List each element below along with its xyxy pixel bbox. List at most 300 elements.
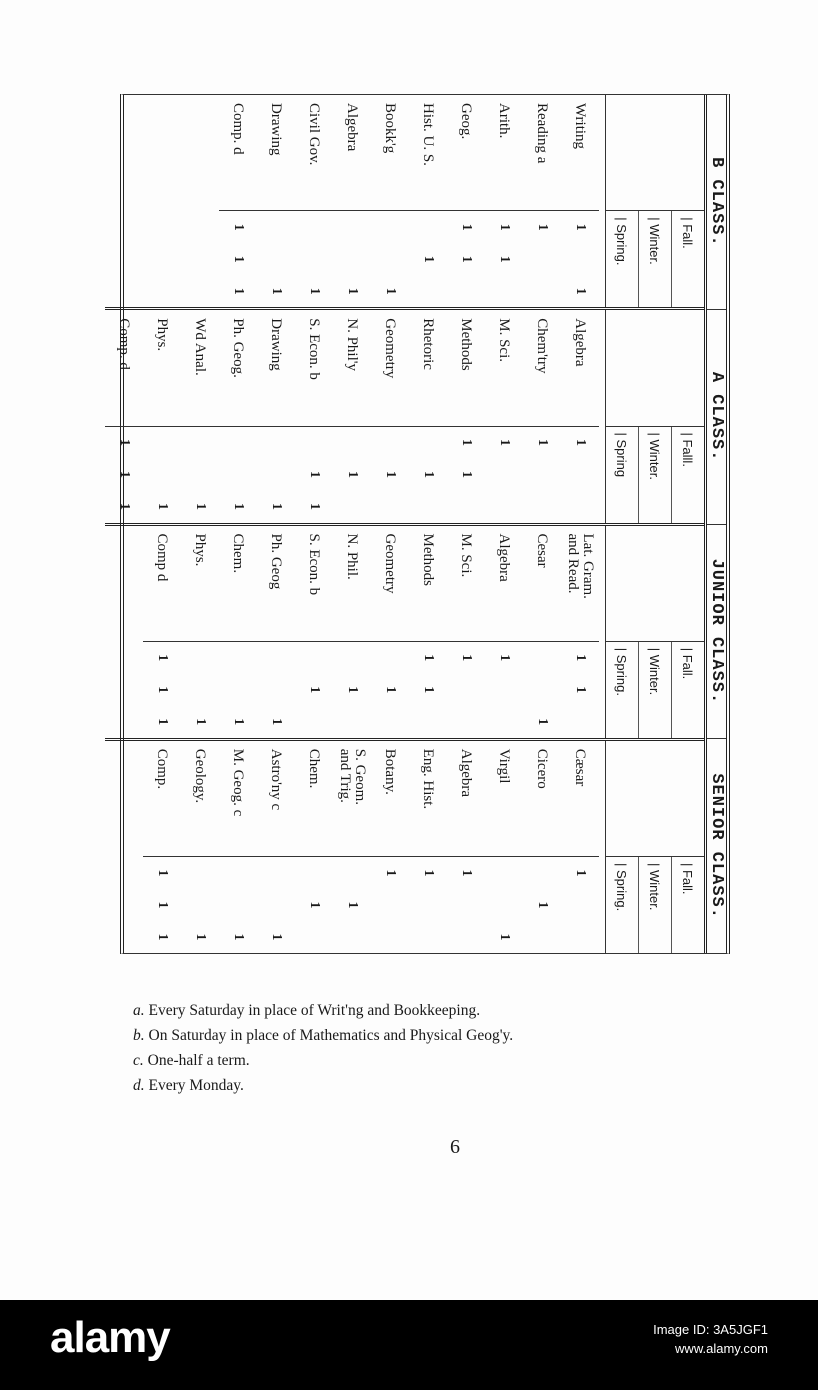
term-mark [409,921,447,953]
term-mark [257,889,295,921]
term-mark [333,243,371,275]
subject-name: Comp. d [105,310,143,426]
term-mark [295,642,333,674]
subject-row [485,526,523,738]
term-mark [219,459,257,491]
term-mark: 1 [383,686,398,694]
term-marks [257,427,295,523]
subject-row [371,310,409,522]
term-mark [523,857,561,889]
table-frame [116,94,730,954]
subject-name: Geometry [371,310,409,426]
term-mark: 1 [307,503,322,510]
subject-row [409,95,447,307]
subject-row [333,741,371,953]
subject-row [371,95,409,307]
subject-row [485,741,523,953]
term-mark [333,857,371,889]
subject-name: Wd Anal. [181,310,219,426]
footnotes [133,998,773,1098]
term-mark: 1 [573,686,588,694]
subject-name: Geometry [371,526,409,642]
footnote-text: Every Monday. [148,1077,244,1094]
subject-name: Cicero [523,741,561,857]
term-header: | Spring. [614,863,630,912]
header-junior-class: JUNIOR CLASS. [707,525,726,740]
term-marks [371,642,409,738]
term-mark: 1 [497,255,512,263]
subject-row [181,526,219,738]
term-mark [561,243,599,275]
subject-row [333,310,371,522]
term-marks [257,642,295,738]
subject-row [561,310,599,522]
subject-row [447,741,485,953]
term-mark [409,427,447,459]
term-mark [523,243,561,275]
subject-name: Drawing [257,95,295,211]
subject-row [333,526,371,738]
subject-name: S. Econ. b [295,310,333,426]
term-marks [143,857,181,953]
term-marks [143,427,181,523]
term-mark: 1 [193,718,208,726]
term-mark [219,889,257,921]
subject-name: Ph. Geog. [219,310,257,426]
term-mark [409,706,447,738]
term-mark [219,674,257,706]
term-mark: 1 [269,503,284,510]
term-mark [485,857,523,889]
term-marks [295,857,333,953]
term-mark: 1 [497,439,512,446]
term-mark [485,889,523,921]
term-marks [409,427,447,523]
term-header: | Fall. [671,211,704,307]
subject-name: Geog. [447,95,485,211]
subject-list [105,310,605,522]
term-mark: 1 [345,287,360,295]
subject-row [447,526,485,738]
subject-list [105,95,605,307]
subject-name: Astro'ny c [257,741,295,857]
term-mark: 1 [155,869,170,877]
term-mark [371,706,409,738]
subject-name: Phys. [143,310,181,426]
term-marks [485,642,523,738]
term-mark: 1 [459,869,474,877]
subject-row [143,526,181,738]
term-mark [371,491,409,523]
subject-name: Comp d [143,526,181,642]
subject-row [561,95,599,307]
subject-name: Comp. [143,741,181,857]
term-marks [333,857,371,953]
term-mark: 1 [421,869,436,877]
term-mark: 1 [459,654,474,662]
term-mark [409,211,447,243]
term-mark [257,211,295,243]
term-mark [333,706,371,738]
term-marks [333,427,371,523]
term-mark: 1 [231,503,246,510]
term-mark: 1 [345,471,360,478]
term-header: | Winter. [638,211,671,307]
term-marks [523,427,561,523]
term-mark [257,427,295,459]
term-mark: 1 [117,439,132,446]
term-mark: 1 [269,287,284,295]
term-header-row [605,95,704,307]
subject-row [371,526,409,738]
subject-row [371,741,409,953]
subject-name: Botany. [371,741,409,857]
subject-row [143,741,181,953]
term-headers [606,642,704,738]
term-marks [257,211,295,307]
subject-name: M. Geog. c [219,741,257,857]
footnote-text: Every Saturday in place of Writ'ng and Bookkeeping. [148,1002,481,1019]
term-mark [371,427,409,459]
term-mark [523,921,561,953]
footnote-text: One-half a term. [147,1052,250,1069]
term-mark [447,921,485,953]
subject-name: M. Sci. [447,526,485,642]
term-mark: 1 [345,901,360,909]
footnote-letter: c. [133,1052,144,1069]
term-marks [409,857,447,953]
term-mark [295,857,333,889]
term-mark: 1 [155,901,170,909]
subject-row [447,310,485,522]
term-mark [333,427,371,459]
subject-row [409,310,447,522]
term-mark [409,889,447,921]
term-mark: 1 [269,718,284,726]
term-mark [257,243,295,275]
footnote-letter: b. [133,1027,145,1044]
term-marks [295,642,333,738]
term-header: | Falll. [671,427,704,523]
term-mark: 1 [421,255,436,263]
subject-row [333,95,371,307]
term-mark [561,491,599,523]
term-mark [143,427,181,459]
term-mark: 1 [117,503,132,510]
subject-row [143,310,181,522]
term-mark [143,459,181,491]
term-mark [333,491,371,523]
term-mark: 1 [307,686,322,694]
term-mark [561,459,599,491]
subject-name: Algebra [447,741,485,857]
term-header-row [605,310,704,522]
term-mark: 1 [497,223,512,231]
term-marks [219,211,257,307]
term-mark: 1 [573,223,588,231]
term-mark [219,857,257,889]
term-marks [219,427,257,523]
subject-row [181,310,219,522]
term-mark: 1 [421,471,436,478]
term-marks [485,211,523,307]
term-mark: 1 [231,255,246,263]
term-mark: 1 [231,718,246,726]
term-mark: 1 [535,901,550,909]
term-marks [295,211,333,307]
term-mark: 1 [307,471,322,478]
term-header: | Fall. [671,857,704,953]
term-mark [371,921,409,953]
term-marks [181,857,219,953]
subject-name: Phys. [181,526,219,642]
term-marks [143,642,181,738]
term-mark [485,275,523,307]
term-mark [523,459,561,491]
term-mark [447,706,485,738]
footnote-text: On Saturday in place of Mathematics and Physical Geog'y. [148,1027,514,1044]
image-id-block [653,1322,768,1356]
subject-name: M. Sci. [485,310,523,426]
term-header: | Spring. [614,217,630,266]
term-mark [371,642,409,674]
subject-name: Methods [409,526,447,642]
footnote-a [133,998,773,1023]
subject-name: Virgil [485,741,523,857]
term-mark: 1 [269,933,284,941]
term-mark: 1 [573,287,588,295]
subject-row [219,310,257,522]
subject-name: Arith. [485,95,523,211]
subject-name: Lat. Gram. and Read. [561,526,599,642]
subject-name: Ph. Geog [257,526,295,642]
subject-name: Drawing [257,310,295,426]
term-mark [409,275,447,307]
term-mark: 1 [383,471,398,478]
term-mark: 1 [155,933,170,941]
term-mark [257,459,295,491]
term-mark [523,491,561,523]
term-mark [523,642,561,674]
subject-row [295,526,333,738]
footnote-letter: a. [133,1002,145,1019]
term-headers [606,211,704,307]
term-header: | Fall. [671,642,704,738]
term-mark [523,674,561,706]
term-mark [295,706,333,738]
term-marks [485,427,523,523]
term-mark: 1 [421,686,436,694]
term-mark: 1 [459,439,474,446]
term-mark [257,674,295,706]
footnote-letter: d. [133,1077,145,1094]
term-mark [181,642,219,674]
term-mark [295,211,333,243]
term-mark: 1 [421,654,436,662]
term-mark: 1 [345,686,360,694]
term-mark: 1 [155,503,170,510]
term-marks [561,857,599,953]
subject-name: Algebra [485,526,523,642]
class-block [105,95,704,310]
term-mark [371,889,409,921]
footnote-b [133,1023,773,1048]
term-mark [295,921,333,953]
term-marks [219,642,257,738]
class-block [105,526,704,741]
term-marks [295,427,333,523]
term-mark: 1 [497,654,512,662]
term-header: | Spring [614,432,630,478]
term-mark: 1 [231,933,246,941]
term-marks [447,211,485,307]
subject-row [257,95,295,307]
footnote-c [133,1048,773,1073]
subject-name: Cesar [523,526,561,642]
term-mark [447,491,485,523]
term-marks [523,857,561,953]
term-mark [409,491,447,523]
term-marks [561,211,599,307]
subject-name: Writing [561,95,599,211]
term-marks [181,642,219,738]
term-mark: 1 [231,223,246,231]
term-mark: 1 [573,869,588,877]
subject-row [485,310,523,522]
term-mark [181,889,219,921]
term-mark: 1 [307,287,322,295]
term-mark [295,427,333,459]
term-header: | Spring. [614,647,630,696]
subject-name: Geology. [181,741,219,857]
image-id: Image ID: 3A5JGF1 [653,1322,768,1337]
term-mark [485,459,523,491]
subject-name: Methods [447,310,485,426]
subject-name: Bookk'g [371,95,409,211]
term-mark [181,857,219,889]
term-mark: 1 [459,223,474,231]
term-mark [257,857,295,889]
subject-header-blank [606,310,704,426]
term-mark [219,642,257,674]
term-marks [257,857,295,953]
subject-name: S. Geom. and Trig. [333,741,371,857]
subject-row [409,526,447,738]
subject-name: Reading a [523,95,561,211]
term-marks [181,427,219,523]
term-marks [105,427,143,523]
subject-row [295,741,333,953]
class-block [105,741,704,953]
subject-name: Chem. [295,741,333,857]
term-header-row [605,741,704,953]
subject-row [523,310,561,522]
term-mark: 1 [193,503,208,510]
header-senior-class: SENIOR CLASS. [707,773,726,919]
subject-name: Rhetoric [409,310,447,426]
term-marks [485,857,523,953]
subject-row [561,526,599,738]
term-mark [371,243,409,275]
term-header: | Winter. [638,642,671,738]
term-mark: 1 [573,654,588,662]
term-mark: 1 [231,287,246,295]
term-mark [561,706,599,738]
term-mark [181,427,219,459]
term-mark: 1 [155,654,170,662]
term-mark: 1 [535,439,550,446]
term-marks [333,211,371,307]
term-mark: 1 [193,933,208,941]
subject-name: Algebra [333,95,371,211]
subject-row [523,95,561,307]
term-marks [371,211,409,307]
subject-header-blank [606,741,704,857]
subject-name: Chem'try [523,310,561,426]
term-mark [371,211,409,243]
subject-row [561,741,599,953]
curriculum-table [116,94,730,954]
subject-list [105,741,605,953]
subject-row [105,310,143,522]
term-mark: 1 [383,869,398,877]
subject-name: N. Phil. [333,526,371,642]
term-mark [485,706,523,738]
subject-row [257,526,295,738]
term-marks [371,857,409,953]
term-header: | Winter. [638,857,671,953]
term-mark [257,642,295,674]
term-marks [523,211,561,307]
term-mark [333,211,371,243]
term-marks [447,427,485,523]
subject-row [219,95,257,307]
term-marks [409,642,447,738]
term-mark [485,491,523,523]
class-header-row [704,95,726,953]
subject-name: Hist. U. S. [409,95,447,211]
term-mark: 1 [383,287,398,295]
subject-list [105,526,605,738]
term-marks [561,642,599,738]
term-mark [295,243,333,275]
header-a-class: A CLASS. [707,310,726,525]
term-marks [447,857,485,953]
subject-name: Algebra [561,310,599,426]
subject-name: N. Phil'y [333,310,371,426]
site-url: www.alamy.com [675,1341,768,1356]
term-mark [485,674,523,706]
class-block [105,310,704,525]
term-mark [561,921,599,953]
term-marks [219,857,257,953]
term-mark: 1 [535,718,550,726]
term-headers [606,427,704,523]
subject-row [523,741,561,953]
subject-name: Comp. d [219,95,257,211]
term-marks [409,211,447,307]
term-marks [371,427,409,523]
term-header-row [605,526,704,738]
subject-row [485,95,523,307]
subject-row [181,741,219,953]
term-mark: 1 [573,439,588,446]
term-marks [447,642,485,738]
term-mark [561,889,599,921]
subject-row [523,526,561,738]
footnote-d [133,1073,773,1098]
subject-row [295,310,333,522]
